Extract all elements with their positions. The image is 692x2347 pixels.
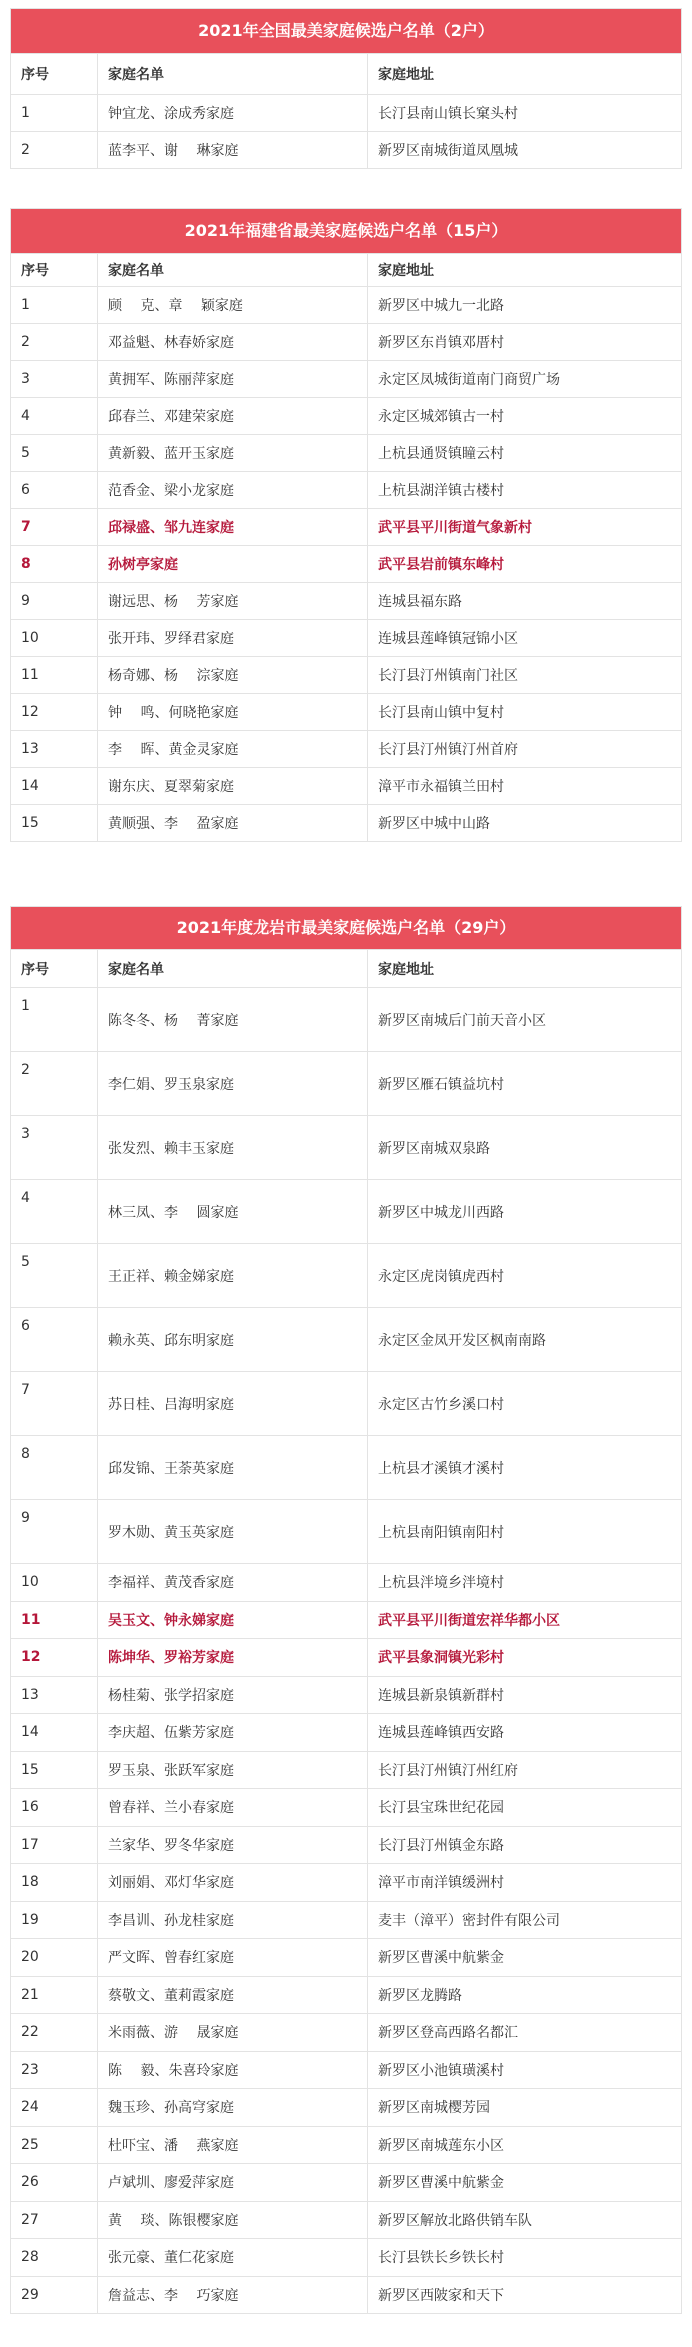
family-name: 王正祥、赖金娣家庭 [97,1244,367,1307]
family-address: 漳平市南洋镇缓洲村 [367,1864,681,1901]
row-number: 11 [21,1611,41,1628]
table-header-row [11,949,681,987]
family-name: 曾春祥、兰小春家庭 [97,1789,367,1826]
family-name: 范香金、梁小龙家庭 [97,472,367,508]
row-number: 7 [21,519,31,535]
family-address: 永定区古竹乡溪口村 [367,1372,681,1435]
family-address: 新罗区南城莲东小区 [367,2127,681,2164]
family-address: 新罗区雁石镇益坑村 [367,1052,681,1115]
family-address: 新罗区曹溪中航紫金 [367,2164,681,2201]
row-number: 21 [21,1986,39,2003]
table-row [11,323,681,360]
table-row [11,94,681,131]
table-row [11,1435,681,1499]
header-address: 家庭地址 [367,54,681,94]
row-number: 13 [21,1686,39,1703]
family-address: 漳平市永福镇兰田村 [367,768,681,804]
table-row [11,1115,681,1179]
row-number: 15 [21,1761,39,1778]
row-number: 4 [21,1190,30,1206]
table-header-row [11,53,681,94]
table-row [11,1638,681,1676]
table-row [11,471,681,508]
row-number: 1 [21,297,30,313]
family-name: 严文晖、曾春红家庭 [97,1939,367,1976]
family-address: 武平县岩前镇东峰村 [367,546,681,582]
row-number: 20 [21,1949,39,1966]
family-name: 罗木勋、黄玉英家庭 [97,1500,367,1563]
longyan-candidates-table [10,906,682,2314]
family-address: 新罗区龙腾路 [367,1977,681,2014]
row-number: 9 [21,1510,30,1526]
family-name: 李庆超、伍紫芳家庭 [97,1714,367,1751]
family-name: 赖永英、邱东明家庭 [97,1308,367,1371]
family-address: 连城县莲峰镇冠锦小区 [367,620,681,656]
table-row [11,1307,681,1371]
family-address: 新罗区登高西路名都汇 [367,2014,681,2051]
row-number: 6 [21,482,30,498]
family-address: 上杭县泮境乡泮境村 [367,1564,681,1601]
family-address: 麦丰（漳平）密封件有限公司 [367,1902,681,1939]
family-name: 顾 克、章 颖家庭 [97,287,367,323]
row-number: 3 [21,1126,30,1142]
family-name: 孙树亭家庭 [97,546,367,582]
header-address: 家庭地址 [367,950,681,987]
family-name: 张发烈、赖丰玉家庭 [97,1116,367,1179]
family-name: 卢斌圳、廖爱萍家庭 [97,2164,367,2201]
family-address: 长汀县汀州镇金东路 [367,1827,681,1864]
table-row [11,730,681,767]
table-row [11,1371,681,1435]
table-row [11,2276,681,2314]
family-name: 杨桂菊、张学招家庭 [97,1677,367,1714]
family-name: 兰家华、罗冬华家庭 [97,1827,367,1864]
table-row [11,397,681,434]
row-number: 25 [21,2136,39,2153]
table-row [11,131,681,168]
family-address: 长汀县宝珠世纪花园 [367,1789,681,1826]
family-address: 新罗区东肖镇邓厝村 [367,324,681,360]
family-name: 张元豪、董仁花家庭 [97,2239,367,2276]
row-number: 13 [21,741,39,757]
row-number: 4 [21,408,30,424]
national-candidates-table [10,8,682,169]
table-row [11,1713,681,1751]
family-name: 李仁娟、罗玉泉家庭 [97,1052,367,1115]
family-name: 邱发锦、王荼英家庭 [97,1436,367,1499]
header-no: 序号 [21,263,49,279]
table-row [11,987,681,1051]
family-name: 罗玉泉、张跃军家庭 [97,1752,367,1789]
row-number: 2 [21,142,30,158]
table-row [11,286,681,323]
family-address: 永定区凤城街道南门商贸广场 [367,361,681,397]
table-row [11,1601,681,1639]
table-row [11,767,681,804]
family-name: 陈坤华、罗裕芳家庭 [97,1639,367,1676]
family-name: 杜吓宝、潘 燕家庭 [97,2127,367,2164]
row-number: 23 [21,2061,39,2078]
table-row [11,1976,681,2014]
table-row [11,2238,681,2276]
row-number: 22 [21,2024,39,2041]
family-name: 谢远思、杨 芳家庭 [97,583,367,619]
family-name: 李 晖、黄金灵家庭 [97,731,367,767]
family-name: 邱春兰、邓建荣家庭 [97,398,367,434]
row-number: 16 [21,1799,39,1816]
family-name: 邱禄盛、邹九连家庭 [97,509,367,545]
table-row [11,1676,681,1714]
family-address: 长汀县汀州镇汀州红府 [367,1752,681,1789]
row-number: 5 [21,445,30,461]
table-row [11,1751,681,1789]
table-row [11,1243,681,1307]
family-name: 黄顺强、李 盈家庭 [97,805,367,841]
family-address: 武平县平川街道气象新村 [367,509,681,545]
row-number: 29 [21,2286,39,2303]
family-address: 上杭县南阳镇南阳村 [367,1500,681,1563]
family-name: 钟 鸣、何晓艳家庭 [97,694,367,730]
table-title: 2021年全国最美家庭候选户名单（2户） [11,9,681,53]
family-name: 刘丽娟、邓灯华家庭 [97,1864,367,1901]
family-address: 长汀县汀州镇汀州首府 [367,731,681,767]
row-number: 1 [21,998,30,1014]
header-address: 家庭地址 [367,254,681,286]
family-address: 长汀县南山镇长窠头村 [367,95,681,131]
table-row [11,2013,681,2051]
table-row [11,804,681,841]
family-address: 永定区金凤开发区枫南南路 [367,1308,681,1371]
row-number: 7 [21,1382,30,1398]
row-number: 28 [21,2249,39,2266]
row-number: 5 [21,1254,30,1270]
family-address: 新罗区南城街道凤凰城 [367,132,681,168]
family-name: 黄新毅、蓝开玉家庭 [97,435,367,471]
table-row [11,1788,681,1826]
table-row [11,2088,681,2126]
header-no: 序号 [21,961,49,978]
row-number: 15 [21,815,39,831]
row-number: 12 [21,704,39,720]
family-address: 新罗区中城九一北路 [367,287,681,323]
family-name: 钟宜龙、涂成秀家庭 [97,95,367,131]
table-row [11,2201,681,2239]
row-number: 3 [21,371,30,387]
header-no: 序号 [21,67,49,83]
family-address: 武平县平川街道宏祥华都小区 [367,1602,681,1639]
family-name: 李昌训、孙龙桂家庭 [97,1902,367,1939]
family-name: 邓益魁、林春娇家庭 [97,324,367,360]
table-row [11,1499,681,1563]
family-name: 詹益志、李 巧家庭 [97,2277,367,2314]
table-row [11,545,681,582]
family-name: 蔡敬文、董莉霞家庭 [97,1977,367,2014]
family-name: 李福祥、黄茂香家庭 [97,1564,367,1601]
table-row [11,1051,681,1115]
family-address: 新罗区南城双泉路 [367,1116,681,1179]
family-address: 新罗区中城中山路 [367,805,681,841]
family-address: 新罗区曹溪中航紫金 [367,1939,681,1976]
table-row [11,1179,681,1243]
family-address: 上杭县才溪镇才溪村 [367,1436,681,1499]
fujian-candidates-table [10,208,682,842]
row-number: 14 [21,778,39,794]
family-address: 上杭县湖洋镇古楼村 [367,472,681,508]
table-row [11,619,681,656]
family-address: 上杭县通贤镇瞳云村 [367,435,681,471]
row-number: 11 [21,667,39,683]
family-address: 连城县新泉镇新群村 [367,1677,681,1714]
family-name: 米雨薇、游 晟家庭 [97,2014,367,2051]
row-number: 9 [21,593,30,609]
family-address: 新罗区南城樱芳园 [367,2089,681,2126]
table-row [11,1863,681,1901]
family-name: 苏日桂、吕海明家庭 [97,1372,367,1435]
header-name: 家庭名单 [97,254,367,286]
family-address: 永定区城郊镇古一村 [367,398,681,434]
table-row [11,508,681,545]
family-address: 连城县莲峰镇西安路 [367,1714,681,1751]
table-title: 2021年度龙岩市最美家庭候选户名单（29户） [11,907,681,949]
family-address: 新罗区西陂家和天下 [367,2277,681,2314]
family-name: 黄拥军、陈丽萍家庭 [97,361,367,397]
family-name: 黄 琰、陈银樱家庭 [97,2202,367,2239]
family-name: 魏玉珍、孙高穹家庭 [97,2089,367,2126]
table-header-row [11,253,681,286]
table-row [11,2126,681,2164]
family-address: 长汀县铁长乡铁长村 [367,2239,681,2276]
row-number: 1 [21,105,30,121]
table-row [11,360,681,397]
family-address: 连城县福东路 [367,583,681,619]
family-address: 长汀县南山镇中复村 [367,694,681,730]
row-number: 2 [21,334,30,350]
family-name: 张开玮、罗绎君家庭 [97,620,367,656]
row-number: 8 [21,556,31,572]
family-name: 蓝李平、谢 琳家庭 [97,132,367,168]
row-number: 14 [21,1724,39,1741]
header-name: 家庭名单 [97,54,367,94]
row-number: 12 [21,1649,41,1666]
row-number: 24 [21,2099,39,2116]
table-row [11,582,681,619]
table-row [11,2051,681,2089]
table-row [11,1901,681,1939]
family-name: 陈 毅、朱喜玲家庭 [97,2052,367,2089]
row-number: 6 [21,1318,30,1334]
table-row [11,1563,681,1601]
row-number: 10 [21,630,39,646]
family-address: 新罗区中城龙川西路 [367,1180,681,1243]
family-name: 陈冬冬、杨 菁家庭 [97,988,367,1051]
family-name: 林三凤、李 圆家庭 [97,1180,367,1243]
family-name: 杨奇娜、杨 淙家庭 [97,657,367,693]
family-name: 吴玉文、钟永娣家庭 [97,1602,367,1639]
table-row [11,1826,681,1864]
family-address: 新罗区解放北路供销车队 [367,2202,681,2239]
family-address: 新罗区小池镇璜溪村 [367,2052,681,2089]
row-number: 19 [21,1911,39,1928]
family-name: 谢东庆、夏翠菊家庭 [97,768,367,804]
row-number: 18 [21,1874,39,1891]
row-number: 2 [21,1062,30,1078]
header-name: 家庭名单 [97,950,367,987]
family-address: 武平县象洞镇光彩村 [367,1639,681,1676]
table-title: 2021年福建省最美家庭候选户名单（15户） [11,209,681,253]
family-address: 长汀县汀州镇南门社区 [367,657,681,693]
table-row [11,434,681,471]
row-number: 10 [21,1574,39,1591]
table-row [11,656,681,693]
row-number: 8 [21,1446,30,1462]
family-address: 新罗区南城后门前天音小区 [367,988,681,1051]
row-number: 26 [21,2174,39,2191]
table-row [11,2163,681,2201]
row-number: 17 [21,1836,39,1853]
table-row [11,1938,681,1976]
row-number: 27 [21,2211,39,2228]
family-address: 永定区虎岗镇虎西村 [367,1244,681,1307]
table-row [11,693,681,730]
